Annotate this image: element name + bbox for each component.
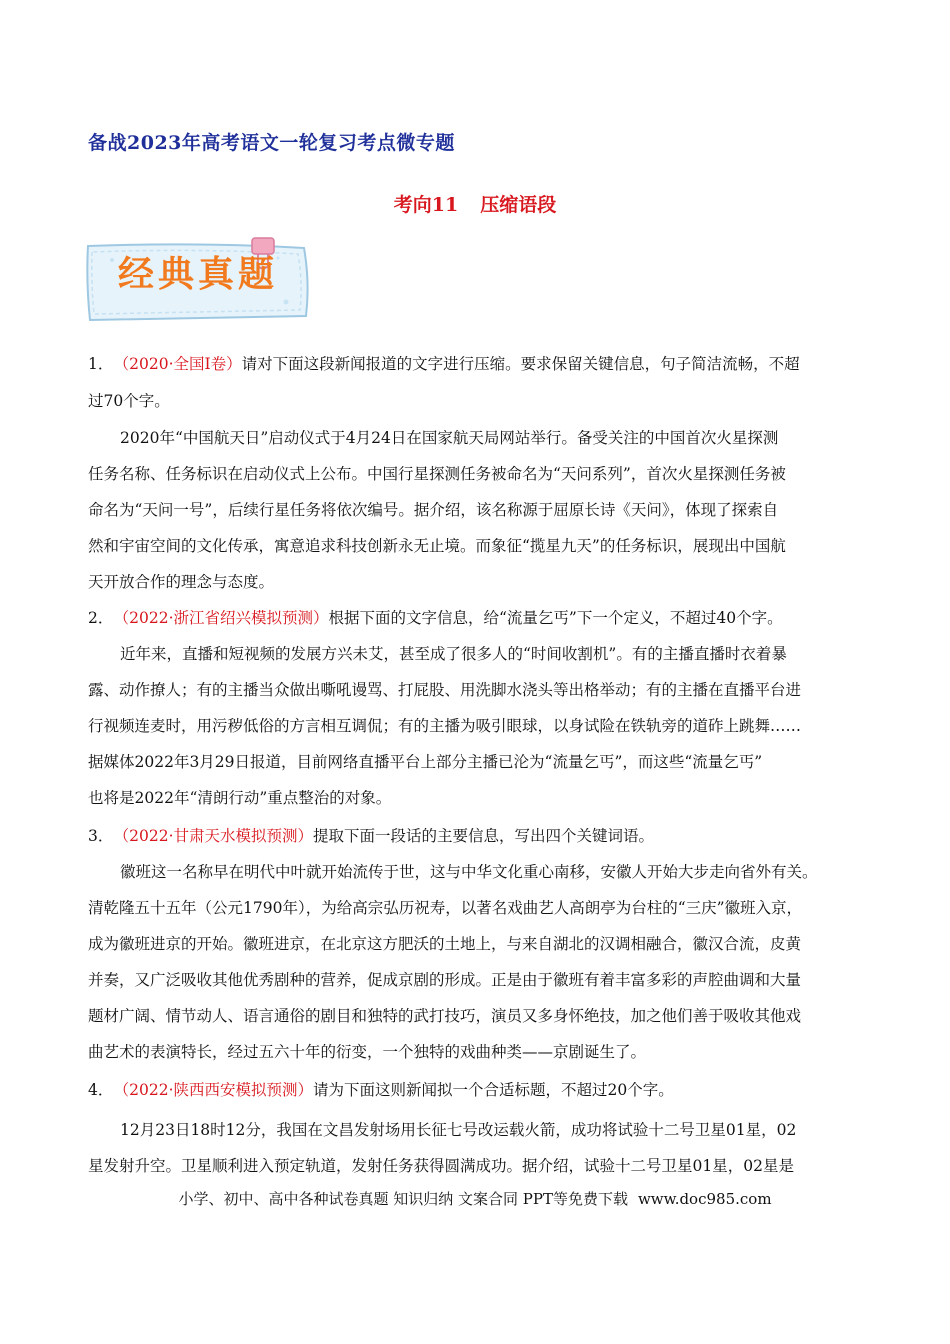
passage-line: 曲艺术的表演特长，经过五六十年的衍变，一个独特的戏曲种类——京剧诞生了。 [88, 1043, 647, 1061]
passage-line: 星发射升空。卫星顺利进入预定轨道，发射任务获得圆满成功。据介绍，试验十二号卫星01星，02星是 [88, 1157, 794, 1175]
passage-line: 命名为“天问一号”，后续行星任务将依次编号。据介绍，该名称源于屈原长诗《天问》，体现了探索自 [88, 501, 779, 519]
page-footer [0, 1188, 950, 1209]
question-number: 4． [88, 1081, 114, 1099]
question-1-prompt [88, 347, 800, 381]
passage-line: 题材广阔、情节动人、语言通俗的剧目和独特的武打技巧，演员又多身怀绝技，加之他们善于吸收其他戏 [88, 1007, 802, 1025]
topic-title [0, 190, 950, 217]
question-source: （2022·浙江省绍兴模拟预测） [121, 609, 329, 627]
topic-code: 考向11 [393, 194, 459, 216]
question-3-prompt [88, 819, 654, 853]
passage-line: 也将是2022年“清朗行动”重点整治的对象。 [88, 789, 392, 807]
topic-name: 压缩语段 [480, 194, 557, 216]
series-title: 备战2023年高考语文一轮复习考点微专题 [88, 132, 455, 154]
passage-line: 2020年“中国航天日”启动仪式于4月24日在国家航天局网站举行。备受关注的中国首次火星探测 [120, 429, 779, 447]
question-text: 提取下面一段话的主要信息，写出四个关键词语。 [313, 827, 655, 845]
passage-line: 任务名称、任务标识在启动仪式上公布。中国行星探测任务被命名为“天问系列”，首次火星探测任务被 [88, 465, 786, 483]
question-number: 2． [88, 609, 114, 627]
passage-line: 据媒体2022年3月29日报道，目前网络直播平台上部分主播已沦为“流量乞丐”，而这些“流量乞丐” [88, 753, 763, 771]
question-source: （2020·全国Ⅰ卷） [121, 355, 242, 373]
passage-line: 行视频连麦时，用污秽低俗的方言相互调侃；有的主播为吸引眼球，以身试险在铁轨旁的道砟上跳舞…… [88, 717, 802, 735]
passage-line: 12月23日18时12分，我国在文昌发射场用长征七号改运载火箭，成功将试验十二号卫星01星，02 [120, 1121, 797, 1139]
banner-title: 经典真题 [118, 254, 279, 295]
passage-line: 天开放合作的理念与态度。 [88, 573, 275, 591]
passage-line: 并奏，又广泛吸收其他优秀剧种的营养，促成京剧的形成。正是由于徽班有着丰富多彩的声腔曲调和大量 [88, 971, 802, 989]
passage-line: 徽班这一名称早在明代中叶就开始流传于世，这与中华文化重心南移，安徽人开始大步走向省外有关。 [120, 863, 818, 881]
question-number: 1． [88, 355, 114, 373]
question-number: 3． [88, 827, 114, 845]
question-text: 根据下面的文字信息，给“流量乞丐”下一个定义，不超过40个字。 [328, 609, 783, 627]
footer-url[interactable]: www.doc985.com [637, 1190, 772, 1208]
question-source: （2022·甘肃天水模拟预测） [121, 827, 313, 845]
passage-line: 成为徽班进京的开始。徽班进京，在北京这方肥沃的土地上，与来自湖北的汉调相融合，徽汉合流，皮黄 [88, 935, 802, 953]
question-3-passage [88, 854, 864, 1070]
passage-line: 近年来，直播和短视频的发展方兴未艾，甚至成了很多人的“时间收割机”。有的主播直播时衣着暴 [120, 645, 787, 663]
passage-line: 清乾隆五十五年（公元1790年），为给高宗弘历祝寿，以著名戏曲艺人高朗亭为台柱的“三庆”徽班入京， [88, 899, 803, 917]
footer-text: 小学、初中、高中各种试卷真题 知识归纳 文案合同 PPT等免费下载 [178, 1190, 628, 1208]
question-1-prompt-continued: 过70个字。 [88, 392, 170, 410]
passage-line: 然和宇宙空间的文化传承，寓意追求科技创新永无止境。而象征“揽星九天”的任务标识，展现出中国航 [88, 537, 786, 555]
passage-line: 露、动作撩人；有的主播当众做出嘶吼谩骂、打屁股、用洗脚水浇头等出格举动；有的主播在直播平台进 [88, 681, 802, 699]
question-2-prompt [88, 601, 783, 635]
question-text: 请对下面这段新闻报道的文字进行压缩。要求保留关键信息，句子简洁流畅，不超 [241, 355, 800, 373]
question-1-passage [88, 420, 864, 600]
question-text: 请为下面这则新闻拟一个合适标题，不超过20个字。 [313, 1081, 674, 1099]
question-2-passage [88, 636, 864, 816]
question-4-passage [88, 1112, 864, 1184]
question-source: （2022·陕西西安模拟预测） [121, 1081, 313, 1099]
question-4-prompt [88, 1073, 674, 1107]
